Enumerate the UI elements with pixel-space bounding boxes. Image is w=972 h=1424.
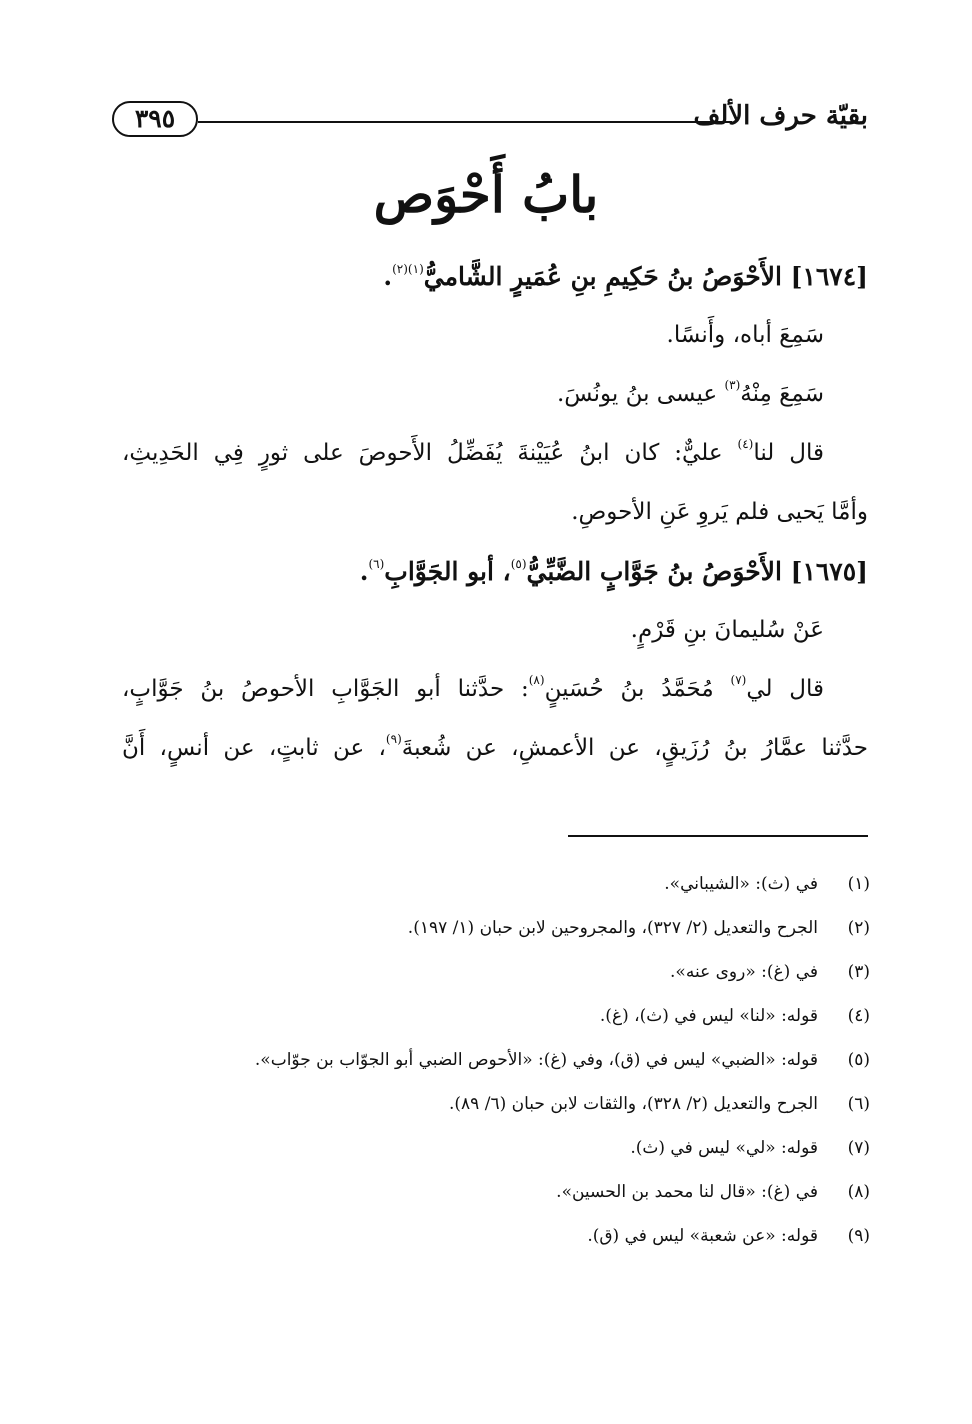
footnote-ref-9: (٩) bbox=[385, 732, 402, 746]
footnote bbox=[170, 906, 870, 950]
text-line-8-part-1: قال لي bbox=[746, 676, 824, 702]
entry-1675-kunya: ، أبو الجَوَّابِ bbox=[384, 557, 511, 586]
header-rule bbox=[198, 121, 732, 123]
footnote-text: في (غ): «روى عنه». bbox=[670, 962, 818, 982]
footnote-text: قوله: «لنا» ليس في (ث)، (غ). bbox=[599, 1006, 818, 1026]
footnote-number: (٥) bbox=[847, 1050, 870, 1070]
footnote bbox=[170, 994, 870, 1038]
footnote bbox=[170, 950, 870, 994]
footnote bbox=[170, 1082, 870, 1126]
footnote bbox=[170, 862, 870, 906]
main-text bbox=[122, 247, 868, 778]
page-number: ٣٩٥ bbox=[112, 101, 198, 137]
text-line-9-part-1: حدَّثنا عمَّارُ بنُ رُزَيقٍ، عن الأعمشِ، عن شُعبةَ bbox=[401, 735, 868, 761]
text-line-7: عَنْ سُليمانَ بنِ قَرْمٍ. bbox=[630, 617, 824, 643]
entry-1675 bbox=[122, 542, 868, 601]
text-line-5: وأمَّا يَحيى فلم يَروِ عَنِ الأحوصِ. bbox=[571, 499, 868, 525]
footnote-text: في (غ): «قال لنا محمد بن الحسين». bbox=[556, 1182, 818, 1202]
footnote-ref-5: (٥) bbox=[510, 557, 527, 571]
footnotes bbox=[170, 862, 870, 1258]
footnote-text: الجرح والتعديل (٢/ ٣٢٨)، والثقات لابن حبان (٦/ ٨٩). bbox=[449, 1094, 818, 1114]
footnote-number: (١) bbox=[847, 874, 870, 894]
footnote-separator bbox=[568, 835, 868, 837]
footnote-ref-3: (٣) bbox=[724, 378, 741, 392]
text-line-8-part-3: : حدَّثنا أبو الجَوَّابِ الأحوصُ بنُ جَوَّابٍ، bbox=[122, 676, 529, 702]
footnote-text: قوله: «الضبي» ليس في (ق)، وفي (غ): «الأحوص الضبي أبو الجوّاب بن جوّاب». bbox=[254, 1050, 818, 1070]
footnote-ref-1-2: (١)(٢) bbox=[392, 262, 424, 276]
footnote-number: (٦) bbox=[847, 1094, 870, 1114]
footnote-ref-4: (٤) bbox=[737, 437, 754, 451]
text-line-3-end: عيسى بنُ يونُسَ. bbox=[556, 381, 725, 407]
footnote bbox=[170, 1214, 870, 1258]
chapter-title: بابُ أَحْوَص bbox=[373, 165, 599, 224]
text-line-4-start: قال لنا bbox=[753, 440, 824, 466]
footnote-number: (٨) bbox=[847, 1182, 870, 1202]
entry-1674-end: . bbox=[383, 262, 393, 291]
text-line-4-end: عليٌّ: كان ابنُ عُيَيْنةَ يُفَضِّلُ الأَحوصَ على ثورٍ فِي الحَدِيثِ، bbox=[122, 440, 738, 466]
text-line-8-part-2: مُحَمَّدُ بنُ حُسَينٍ bbox=[544, 676, 731, 702]
footnote bbox=[170, 1170, 870, 1214]
entry-1675-end: . bbox=[359, 557, 369, 586]
footnote-text: في (ث): «الشيباني». bbox=[664, 874, 818, 894]
running-title: بقيّة حرف الألف bbox=[693, 101, 868, 131]
footnote bbox=[170, 1038, 870, 1082]
text-line-3 bbox=[122, 365, 868, 424]
page-header bbox=[112, 96, 868, 140]
footnote-number: (٩) bbox=[847, 1226, 870, 1246]
text-line-3-start: سَمِعَ مِنْهُ bbox=[740, 381, 824, 407]
text-line-9 bbox=[122, 719, 868, 778]
footnote-number: (٤) bbox=[847, 1006, 870, 1026]
footnote-number: (٧) bbox=[847, 1138, 870, 1158]
footnote-number: (٢) bbox=[847, 918, 870, 938]
text-line-9-part-2: ، عن ثابتٍ، عن أنسٍ، أَنَّ bbox=[122, 735, 386, 761]
entry-1674-text: [١٦٧٤] الأَحْوَصُ بنُ حَكِيمِ بنِ عُمَيرٍ الشَّاميُّ bbox=[423, 262, 868, 291]
footnote bbox=[170, 1126, 870, 1170]
footnote-text: الجرح والتعديل (٢/ ٣٢٧)، والمجروحين لابن حبان (١/ ١٩٧). bbox=[407, 918, 818, 938]
entry-1675-name: [١٦٧٥] الأَحْوَصُ بنُ جَوَّابٍ الضَّبِّيُّ bbox=[526, 557, 868, 586]
footnote-text: قوله: «لي» ليس في (ث). bbox=[630, 1138, 818, 1158]
footnote-number: (٣) bbox=[847, 962, 870, 982]
footnote-ref-8: (٨) bbox=[528, 673, 545, 687]
footnote-ref-6: (٦) bbox=[368, 557, 385, 571]
text-line-4 bbox=[122, 424, 868, 483]
entry-1674 bbox=[122, 247, 868, 306]
footnote-ref-7: (٧) bbox=[730, 673, 747, 687]
text-line-8 bbox=[122, 660, 868, 719]
text-line-2: سَمِعَ أباه، وأَنسًا. bbox=[666, 322, 824, 348]
footnote-text: قوله: «عن شعبة» ليس في (ق). bbox=[587, 1226, 818, 1246]
